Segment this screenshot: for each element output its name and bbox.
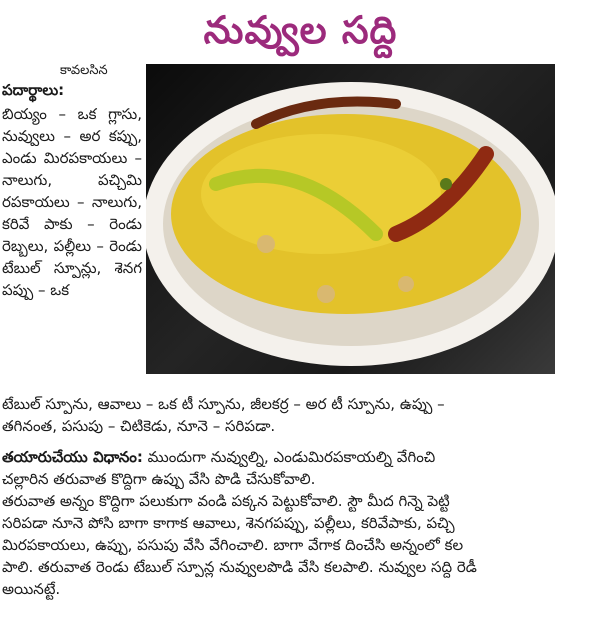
method-line-7: అయినట్టే.	[2, 580, 61, 598]
recipe-title: నువ్వుల సద్ది	[203, 8, 398, 52]
method-text-1: ముందుగా నువ్వుల్ని, ఎండుమిరపకాయల్ని వేగించి	[142, 448, 436, 466]
food-photo-icon	[146, 64, 555, 374]
method-line-3: తరువాత అన్నం కొద్దిగా పలుకుగా వండి పక్కన పెట్టుకోవాలి. స్టౌ మీద గిన్నె పెట్టి	[2, 492, 450, 510]
method-heading: తయారుచేయు విధానం:	[2, 448, 143, 466]
method-section	[2, 446, 600, 600]
method-line-4: సరిపడా నూనె పోసి బాగా కాగాక ఆవాలు, శెనగపప్పు, పల్లీలు, కరివేపాకు, పచ్చి	[2, 514, 455, 532]
method-line-2: చల్లారిన తరువాత కొద్దిగా ఉప్పు వేసి పొడి చేసుకోవాలి.	[2, 470, 316, 488]
method-line-1	[2, 446, 600, 468]
food-photo	[146, 64, 555, 374]
ingredients-text: బియ్యం – ఒక గ్లాసు, నువ్వులు – అర కప్పు, ఎండు మిరపకాయలు – నాలుగు, పచ్చిమి రపకాయలు – నాలుగు, కరివే పాకు – రెండు రెబ్బలు, పల్లీలు – రెండు టేబుల్ స్పూన్లు, శెనగ పప్పు – ఒక	[2, 105, 142, 299]
ingredients-subheading: పదార్థాలు:	[2, 81, 65, 99]
method-line-6: పాలి. తరువాత రెండు టేబుల్ స్పూన్ల నువ్వులపొడి వేసి కలపాలి. నువ్వుల సద్ది రెడీ	[2, 558, 477, 576]
ingredients-line-1: టేబుల్ స్పూను, ఆవాలు – ఒక టీ స్పూను, జీలకర్ర – అర టీ స్పూను, ఉప్పు –	[2, 395, 445, 413]
ingredients-heading: కావలసిన	[60, 63, 108, 78]
ingredients-line-2: తగినంత, పసుపు – చిటికెడు, నూనె – సరిపడా.	[2, 417, 276, 435]
method-line-5: మిరపకాయలు, ఉప్పు, పసుపు వేసి వేగించాలి. బాగా వేగాక దించేసి అన్నంలో కల	[2, 536, 464, 554]
